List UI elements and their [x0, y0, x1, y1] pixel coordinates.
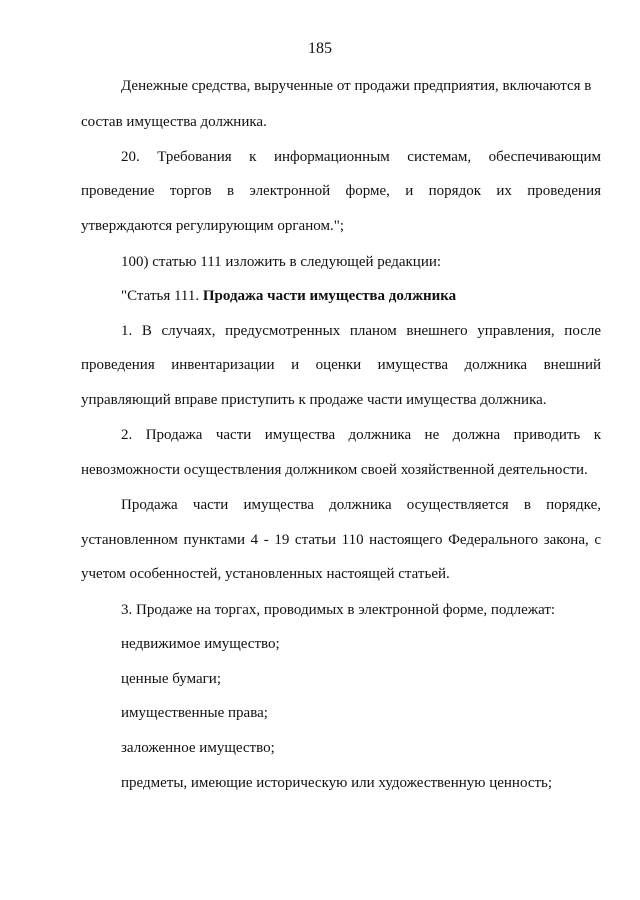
text-line: невозможности осуществления должником своей хозяйственной деятельности. [81, 462, 588, 478]
list-item: заложенное имущество; [121, 740, 275, 756]
text-line: 20. Требования к информационным системам, обеспечивающим [121, 149, 601, 165]
list-item: имущественные права; [121, 705, 268, 721]
text-line: учетом особенностей, установленных настоящей статьей. [81, 566, 450, 582]
text-line: 3. Продаже на торгах, проводимых в электронной форме, подлежат: [121, 602, 556, 618]
list-item: предметы, имеющие историческую или художественную ценность; [121, 775, 553, 791]
text-line: 1. В случаях, предусмотренных планом внешнего управления, после [121, 323, 601, 339]
text-line: 100) статью 111 изложить в следующей редакции: [121, 254, 442, 270]
article-title: Продажа части имущества должника [202, 288, 457, 304]
text-line: проведения инвентаризации и оценки имущества должника внешний [81, 357, 601, 373]
text-line: состав имущества должника. [81, 114, 267, 130]
page-number: 185 [308, 40, 332, 57]
article-number: "Статья 111. [121, 288, 203, 304]
text-line: утверждаются регулирующим органом."; [81, 218, 344, 234]
list-item: недвижимое имущество; [121, 636, 280, 652]
text-line: Продажа части имущества должника осуществляется в порядке, [121, 497, 601, 513]
text-line: управляющий вправе приступить к продаже части имущества должника. [81, 392, 547, 408]
text-line: 2. Продажа части имущества должника не должна приводить к [121, 427, 601, 443]
list-item: ценные бумаги; [121, 671, 221, 687]
article-heading [121, 287, 456, 305]
text-line: проведение торгов в электронной форме, и порядок их проведения [81, 183, 601, 199]
text-line: установленном пунктами 4 - 19 статьи 110 настоящего Федерального закона, с [81, 532, 601, 548]
text-line: Денежные средства, вырученные от продажи предприятия, включаются в [121, 78, 592, 94]
